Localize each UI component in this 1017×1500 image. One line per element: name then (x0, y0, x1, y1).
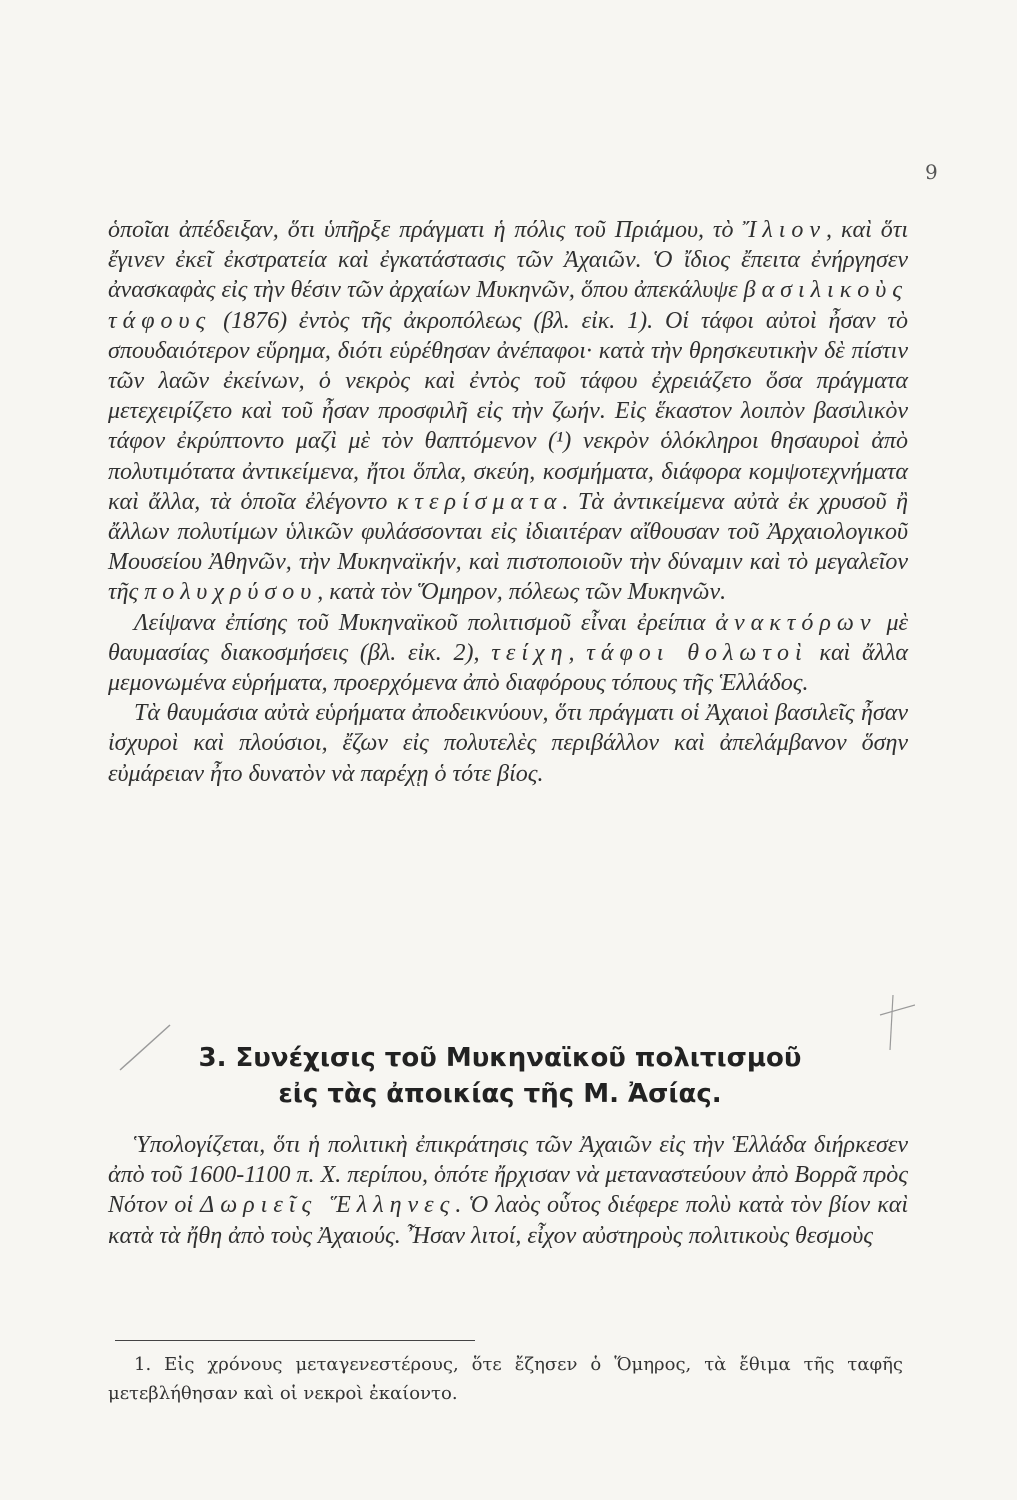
emphasis-dorians: Δωριεῖς Ἕλληνες (200, 1192, 456, 1219)
paragraph-text: Λείψανα ἐπίσης τοῦ Μυκηναϊκοῦ πολιτισμοῦ εἶναι ἐρείπια (134, 609, 716, 636)
emphasis-kterismata: κτερίσματα (396, 488, 563, 515)
section-heading-line-1: 3. Συνέχισις τοῦ Μυκηναϊκοῦ πολιτισμοῦ (198, 1043, 802, 1073)
emphasis-polychrysou: πολυχρύσου (144, 579, 318, 606)
section-heading-line-2: εἰς τὰς ἀποικίας τῆς Μ. Ἀσίας. (278, 1079, 722, 1109)
paragraph-text: , καὶ ὅτι ἔγινεν ἐκεῖ ἐκστρατεία καὶ ἐγκατάστασις τῶν Ἀχαιῶν. Ὁ ἴδιος ἔπειτα ἐνήργησεν ἀνασκαφὰς εἰς τὴν θέσιν τῶν ἀρχαίων Μυκηνῶν, ὅπου ἀπεκάλυψε (108, 217, 909, 304)
emphasis-ilion: Ἴλιον (742, 217, 827, 243)
paragraph-text: , κατὰ τὸν Ὅμηρον, πόλεως τῶν Μυκηνῶν. (317, 579, 727, 606)
footnote (108, 1350, 903, 1408)
emphasis-palaces: ἀνακτόρων (715, 609, 877, 636)
paragraph-text: μὲ θαυμασίας διακοσμήσεις (βλ. εἰκ. 2), (108, 609, 909, 666)
section-heading (190, 1040, 810, 1112)
paragraph-text: . Ὁ λαὸς οὗτος διέφερε πολὺ κατὰ τὸν βίον καὶ κατὰ τὰ ἤθη ἀπὸ τοὺς Ἀχαιούς. Ἦσαν λιτοί, εἶχον αὐστηροὺς πολιτικοὺς θεσμοὺς (108, 1192, 908, 1249)
paragraph-text: . Τὰ ἀντικείμενα αὐτὰ ἐκ χρυσοῦ ἢ ἄλλων πολυτίμων ὑλικῶν φυλάσσονται εἰς ἰδιαιτέραν αἴθουσαν τοῦ Ἀρχαιολογικοῦ Μουσείου Ἀθηνῶν, τὴν Μυκηναϊκήν, καὶ πιστοποιοῦν τὴν δύναμιν καὶ τὸ μεγαλεῖον τῆς (108, 488, 908, 606)
page-number: 9 (925, 160, 938, 184)
paragraph-1 (108, 215, 908, 608)
footnote-divider (115, 1340, 475, 1341)
paragraph-text: , (568, 639, 587, 666)
emphasis-tholos-tombs: τάφοι θολωτοὶ (586, 639, 808, 666)
paragraph-text: ὁποῖαι ἀπέδειξαν, ὅτι ὑπῆρξε πράγματι ἡ πόλις τοῦ Πριάμου, τὸ (108, 217, 743, 243)
emphasis-walls: τείχη (491, 639, 569, 666)
paragraph-text: Ὑπολογίζεται, ὅτι ἡ πολιτικὴ ἐπικράτησις τῶν Ἀχαιῶν εἰς τὴν Ἑλλάδα διήρκεσεν ἀπὸ τοῦ 1600-1100 π. Χ. περίπου, ὁπότε ἤρχισαν νὰ μεταναστεύουν ἀπὸ Βορρᾶ πρὸς Νότον οἱ (108, 1132, 908, 1219)
body-text-section (108, 1130, 908, 1251)
emphasis-royal-tombs: βασιλικοὺς τάφους (108, 277, 908, 334)
paragraph-text: (1876) ἐντὸς τῆς ἀκροπόλεως (βλ. εἰκ. 1). Οἱ τάφοι αὐτοὶ ἦσαν τὸ σπουδαιότερον εὕρημα, διότι εὑρέθησαν ἀνέπαφοι· κατὰ τὴν θρησκευτικὴν δὲ πίστιν τῶν λαῶν ἐκείνων, ὁ νεκρὸς καὶ ἐντὸς τοῦ τάφου ἐχρειάζετο ὅσα πράγματα μετεχειρίζετο καὶ τοῦ ἦσαν προσφιλῆ εἰς τὴν ζωήν. Εἰς ἕκαστον λοιπὸν βασιλικὸν τάφον ἐκρύπτοντο μαζὶ μὲ τὸν θαπτόμενον (¹) νεκρὸν ὁλόκληροι θησαυροὶ ἀπὸ πολυτιμότατα ἀντικείμενα, ἤτοι ὅπλα, σκεύη, κοσμήματα, διάφορα κομψοτεχνήματα καὶ ἄλλα, τὰ ὁποῖα ἐλέγοντο (108, 307, 908, 515)
paragraph-2 (108, 608, 908, 699)
paragraph-4 (108, 1130, 908, 1251)
paragraph-text: καὶ ἄλλα μεμονωμένα εὑρήματα, προερχόμενα ἀπὸ διαφόρους τόπους τῆς Ἑλλάδος. (108, 639, 908, 697)
footnote-text: 1. Εἰς χρόνους μεταγενεστέρους, ὅτε ἔζησεν ὁ Ὅμηρος, τὰ ἔθιμα τῆς ταφῆς μετεβλήθησαν καὶ οἱ νεκροὶ ἐκαίοντο. (108, 1354, 903, 1404)
paragraph-3: Τὰ θαυμάσια αὐτὰ εὑρήματα ἀποδεικνύουν, ὅτι πράγματι οἱ Ἀχαιοὶ βασιλεῖς ἦσαν ἰσχυροὶ καὶ πλούσιοι, ἔζων εἰς πολυτελὲς περιβάλλον καὶ ἀπελάμβανον ὅσην εὐμάρειαν ἦτο δυνατὸν νὰ παρέχῃ ὁ τότε βίος. (108, 700, 908, 787)
body-text-top (108, 215, 908, 789)
